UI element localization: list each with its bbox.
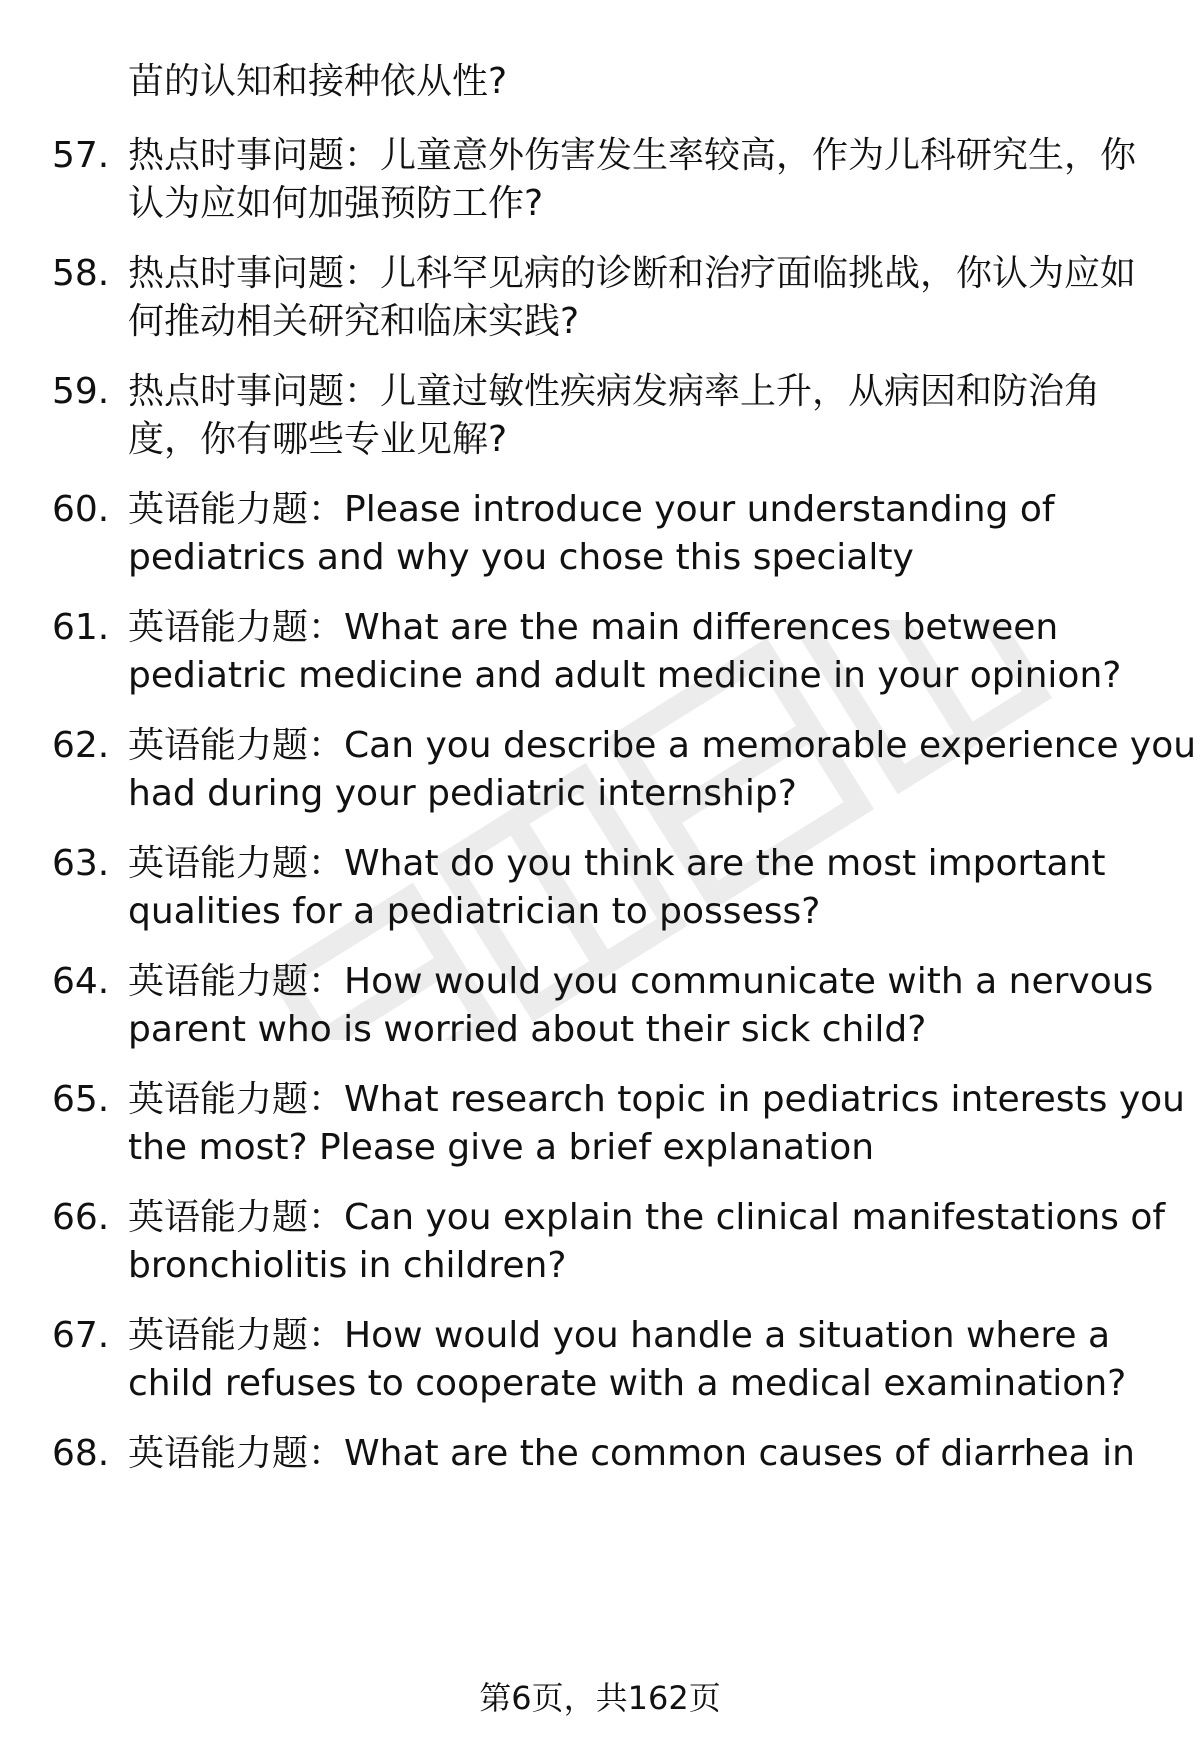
question-number: 57. — [52, 135, 110, 176]
page-footer — [0, 1676, 1200, 1720]
question-text-line: 度，你有哪些专业见解? — [128, 419, 508, 460]
question-text-line: bronchiolitis in children? — [128, 1245, 567, 1286]
question-number: 64. — [52, 961, 110, 1002]
question-number: 58. — [52, 253, 110, 294]
question-text-line: 英语能力题：Can you explain the clinical manifestations of — [128, 1197, 1166, 1238]
question-text-line: pediatric medicine and adult medicine in your opinion? — [128, 655, 1122, 696]
question-text-line: 认为应如何加强预防工作? — [128, 183, 544, 224]
page-number-label: 第6页，共162页 — [479, 1679, 721, 1717]
question-text-line: 英语能力题：How would you handle a situation where a — [128, 1315, 1111, 1356]
question-text-line: 热点时事问题：儿童意外伤害发生率较高，作为儿科研究生，你 — [128, 135, 1137, 176]
question-number: 66. — [52, 1197, 110, 1238]
question-text-line: pediatrics and why you chose this specialty — [128, 537, 914, 578]
question-number: 62. — [52, 725, 110, 766]
continuation-text: 苗的认知和接种依从性? — [128, 61, 508, 102]
question-text-line: parent who is worried about their sick child? — [128, 1009, 927, 1050]
question-text-line: 热点时事问题：儿科罕见病的诊断和治疗面临挑战，你认为应如 — [128, 253, 1137, 294]
question-number: 63. — [52, 843, 110, 884]
question-text-line: qualities for a pediatrician to possess? — [128, 891, 821, 932]
question-text-line: 英语能力题：What research topic in pediatrics interests you — [128, 1079, 1185, 1120]
question-text-line: 热点时事问题：儿童过敏性疾病发病率上升，从病因和防治角 — [128, 371, 1101, 412]
question-text-line: 何推动相关研究和临床实践? — [128, 301, 580, 342]
question-number: 65. — [52, 1079, 110, 1120]
question-number: 61. — [52, 607, 110, 648]
question-text-line: the most? Please give a brief explanation — [128, 1127, 875, 1168]
question-number: 68. — [52, 1433, 110, 1474]
question-text-line: had during your pediatric internship? — [128, 773, 797, 814]
question-number: 60. — [52, 489, 110, 530]
question-text-line: 英语能力题：What do you think are the most important — [128, 843, 1106, 884]
question-text-line: 英语能力题：Please introduce your understanding of — [128, 489, 1055, 530]
question-text-line: 英语能力题：What are the common causes of diarrhea in — [128, 1433, 1135, 1474]
question-text-line: 英语能力题：How would you communicate with a nervous — [128, 961, 1154, 1002]
question-number: 67. — [52, 1315, 110, 1356]
question-text-line: 英语能力题：Can you describe a memorable experience you — [128, 725, 1197, 766]
question-text-line: 英语能力题：What are the main differences between — [128, 607, 1059, 648]
question-number: 59. — [52, 371, 110, 412]
question-text-line: child refuses to cooperate with a medical examination? — [128, 1363, 1127, 1404]
